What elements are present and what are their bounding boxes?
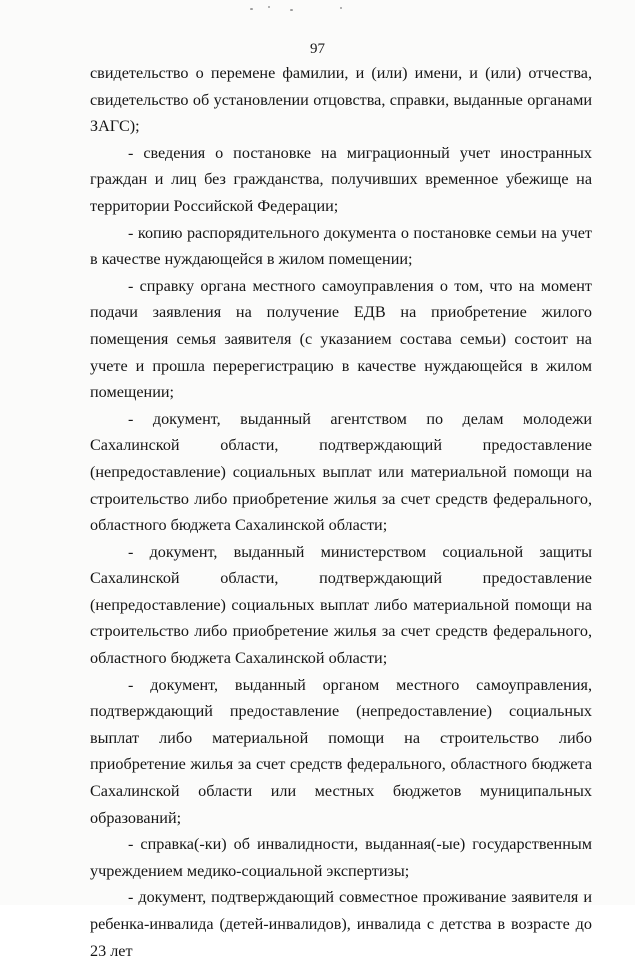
scan-artifact: [340, 7, 342, 9]
paragraph-continuation: свидетельство о перемене фамилии, и (или) имени, и (или) отчества, свидетельство об установлении отцовства, справки, выданные органами ЗАГС);: [90, 64, 592, 136]
list-item-local-authority-certificate: - справку органа местного самоуправления о том, что на момент подачи заявления на получение ЕДВ на приобретение жилого помещения семья заявителя (с указанием состава семьи) состоит на учете и прошла перерегистрацию в качестве нуждающейся в жилом помещении;: [90, 276, 592, 402]
list-item-cohabitation-document: - документ, подтверждающий совместное проживание заявителя и ребенка-инвалида (детей-инвалидов), инвалида с детства в возрасте до 23 лет: [90, 888, 592, 960]
scan-artifact: [268, 6, 270, 8]
list-item-disability-certificate: - справка(-ки) об инвалидности, выданная(-ые) государственным учреждением медико-социальной экспертизы;: [90, 835, 592, 880]
scan-artifact: [290, 9, 293, 11]
list-item-local-government-document: - документ, выданный органом местного самоуправления, подтверждающий предоставление (непредоставление) социальных выплат либо материальной помощи на строительство либо приобретение жилья за счет средств федерального, областного бюджета Сахалинской области или местных бюджетов муниципальных образований;: [90, 675, 592, 827]
page-number: 97: [310, 41, 325, 57]
document-body: [90, 60, 592, 964]
scan-artifact: [250, 8, 253, 10]
list-item-migration-record: - сведения о постановке на миграционный учет иностранных граждан и лиц без гражданства, получивших временное убежище на территории Российской Федерации;: [90, 143, 592, 215]
list-item-social-ministry-document: - документ, выданный министерством социальной защиты Сахалинской области, подтверждающий предоставление (непредоставление) социальных выплат либо материальной помощи на строительство либо приобретение жилья за счет средств федерального, областного бюджета Сахалинской области;: [90, 542, 592, 668]
list-item-family-registration-order: - копию распорядительного документа о постановке семьи на учет в качестве нуждающейся в жилом помещении;: [90, 223, 592, 269]
list-item-youth-agency-document: - документ, выданный агентством по делам молодежи Сахалинской области, подтверждающий предоставление (непредоставление) социальных выплат или материальной помощи на строительство либо приобретение жилья за счет средств федерального, областного бюджета Сахалинской области;: [90, 409, 592, 535]
